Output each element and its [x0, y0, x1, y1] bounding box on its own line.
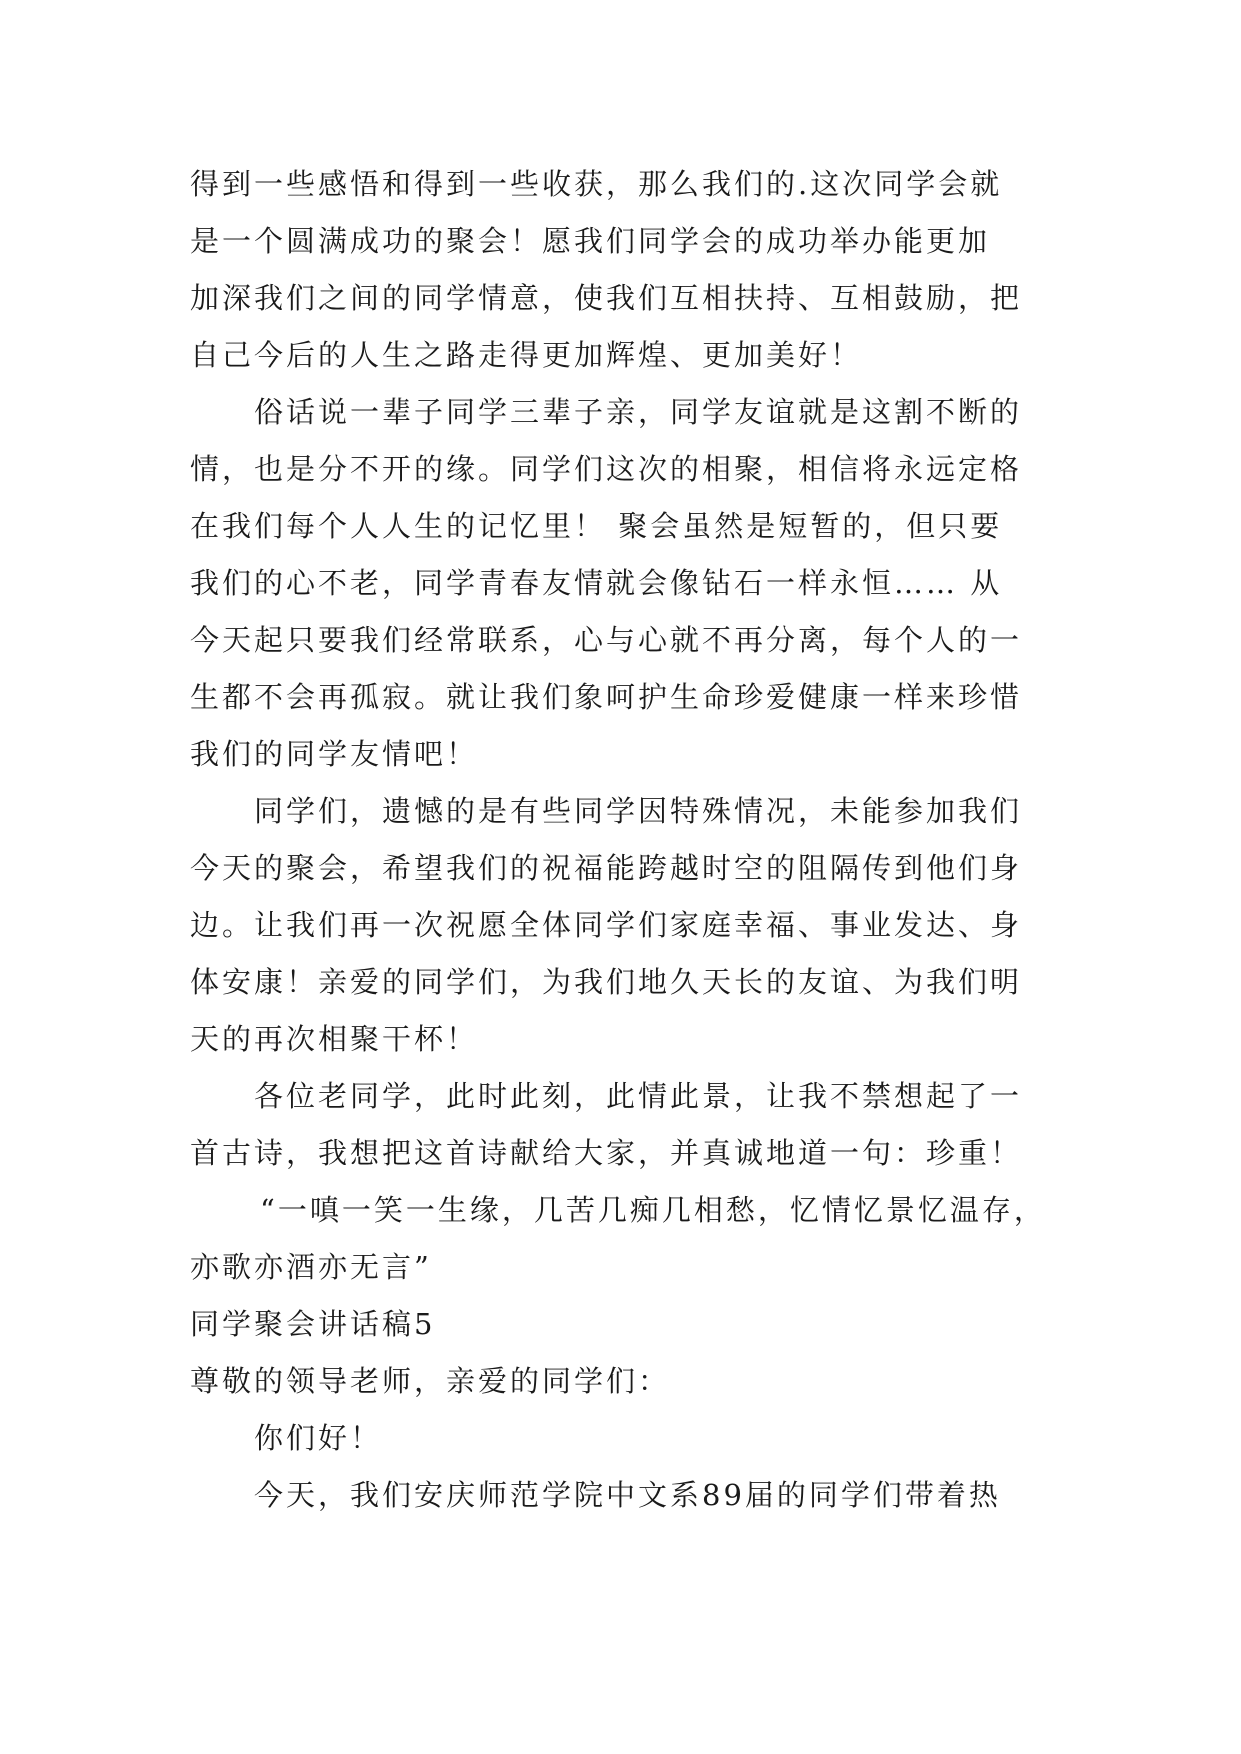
salutation: 尊敬的领导老师，亲爱的同学们： — [190, 1364, 671, 1398]
text-line: 加深我们之间的同学情意，使我们互相扶持、互相鼓励，把 — [190, 281, 1023, 315]
document-body — [190, 156, 1090, 1524]
paragraph-first-line: 俗话说一辈子同学三辈子亲，同学友谊就是这割不断的 — [254, 395, 1023, 429]
section-heading: 同学聚会讲话稿5 — [190, 1307, 436, 1341]
text-line: 今天起只要我们经常联系，心与心就不再分离，每个人的一 — [190, 623, 1023, 657]
paragraph-first-line: 同学们，遗憾的是有些同学因特殊情况，未能参加我们 — [254, 794, 1023, 828]
greeting: 你们好！ — [254, 1421, 383, 1455]
paragraph-first-line: 各位老同学，此时此刻，此情此景，让我不禁想起了一 — [254, 1079, 1023, 1113]
text-line: 是一个圆满成功的聚会！愿我们同学会的成功举办能更加 — [190, 224, 991, 258]
text-line: 今天的聚会，希望我们的祝福能跨越时空的阻隔传到他们身 — [190, 851, 1023, 885]
text-line: 天的再次相聚干杯！ — [190, 1022, 479, 1056]
text-line: 我们的同学友情吧！ — [190, 737, 479, 771]
text-line: 在我们每个人人生的记忆里！ 聚会虽然是短暂的，但只要 — [190, 509, 1003, 543]
text-line: 自己今后的人生之路走得更加辉煌、更加美好！ — [190, 338, 863, 372]
paragraph-first-line: 今天，我们安庆师范学院中文系89届的同学们带着热 — [254, 1478, 1001, 1512]
poem-quote-line: “一嗔一笑一生缘，几苦几痴几相愁，忆情忆景忆温存， — [260, 1193, 1046, 1227]
text-line: 体安康！亲爱的同学们，为我们地久天长的友谊、为我们明 — [190, 965, 1023, 999]
text-line: 我们的心不老，同学青春友情就会像钻石一样永恒…… 从 — [190, 566, 1003, 600]
poem-quote-line: 亦歌亦酒亦无言” — [190, 1250, 432, 1284]
text-line: 得到一些感悟和得到一些收获，那么我们的.这次同学会就 — [190, 167, 1003, 201]
text-line: 情，也是分不开的缘。同学们这次的相聚，相信将永远定格 — [190, 452, 1023, 486]
text-line: 首古诗，我想把这首诗献给大家，并真诚地道一句：珍重！ — [190, 1136, 1023, 1170]
text-line: 生都不会再孤寂。就让我们象呵护生命珍爱健康一样来珍惜 — [190, 680, 1023, 714]
text-line: 边。让我们再一次祝愿全体同学们家庭幸福、事业发达、身 — [190, 908, 1023, 942]
